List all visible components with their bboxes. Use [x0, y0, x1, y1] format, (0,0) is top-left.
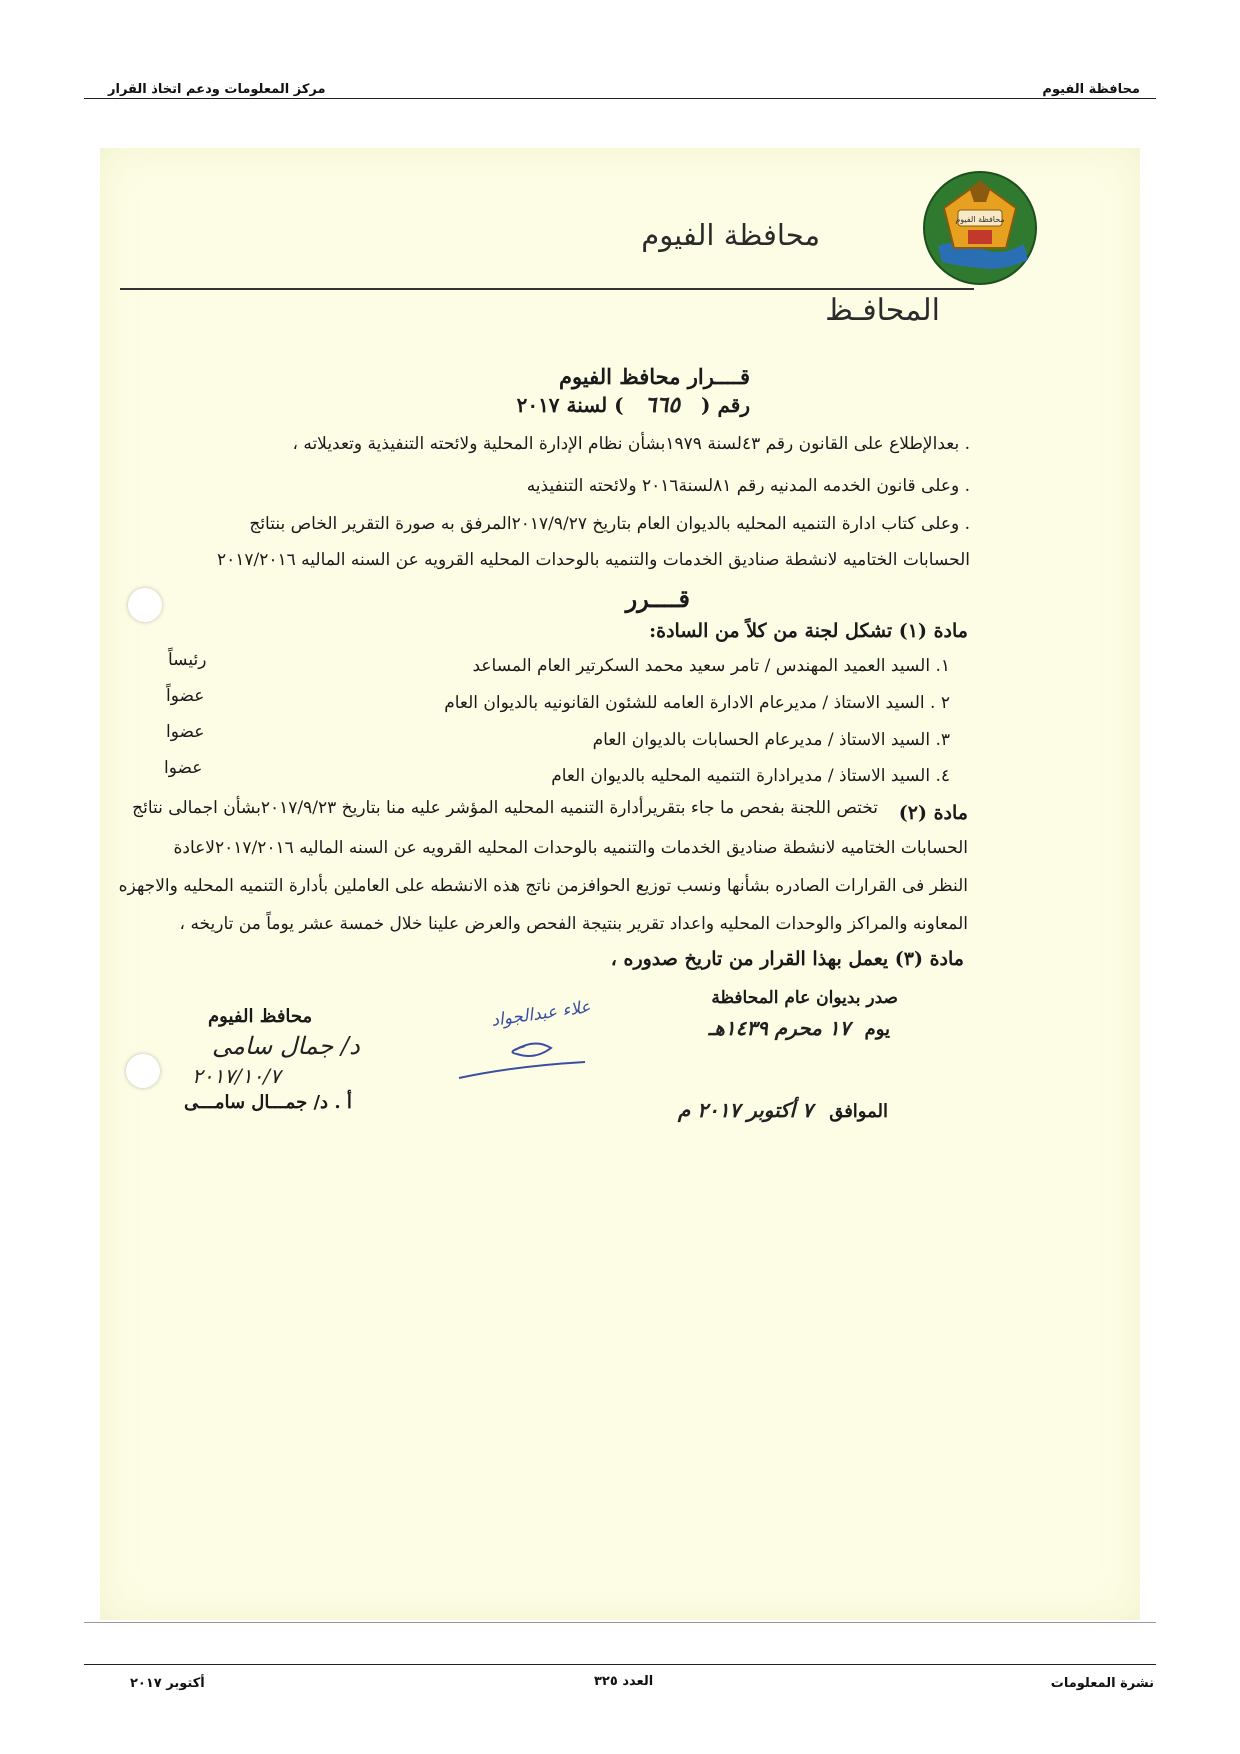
article-1-heading: مادة (١) تشكل لجنة من كلاً من السادة: [649, 620, 968, 642]
governor-title: محافظ الفيوم [208, 1006, 313, 1027]
governor-name: أ . د/ جمـــال سامـــى [184, 1092, 352, 1113]
governorate-emblem-icon [920, 168, 1040, 288]
decides-heading: قــــرر [625, 584, 690, 613]
letterhead-governorate: محافظة الفيوم [641, 218, 820, 252]
issued-at: صدر بديوان عام المحافظة [711, 988, 898, 1008]
preamble-line: . بعدالإطلاع على القانون رقم ٤٣لسنة ١٩٧٩بشأن نظام الإدارة المحلية ولائحته التنفيذية وتعديلاته ، [292, 434, 970, 454]
article-2-line: تختص اللجنة بفحص ما جاء بتقريرأدارة التنميه المحليه المؤشر عليه منا بتاريخ ٢٠١٧/٩/٢٣بشأن اجمالى نتائج [132, 798, 878, 818]
hijri-date-line [708, 1016, 890, 1040]
footer-center: العدد ٣٢٥ [594, 1674, 654, 1689]
gregorian-label: الموافق [829, 1101, 888, 1122]
gregorian-date: ٧ أكتوبر ٢٠١٧ م [677, 1098, 813, 1122]
article-2-line: الحسابات الختاميه لانشطة صناديق الخدمات والتنميه بالوحدات المحليه القرويه عن السنه الماليه ٢٠١٧/٢٠١٦لاعادة [173, 838, 968, 858]
footer-rule-top [84, 1622, 1156, 1623]
member-line: ٢ . السيد الاستاذ / مديرعام الادارة العامه للشئون القانونيه بالديوان العام [444, 693, 950, 713]
article-3: مادة (٣) يعمل بهذا القرار من تاريخ صدوره ، [610, 948, 964, 970]
punch-hole [126, 1054, 160, 1088]
governorate-logo [920, 168, 1040, 288]
governor-sign-date: ٢٠١٧/١٠/٧ [192, 1064, 281, 1088]
decree-title: قــــرار محافظ الفيوم [558, 364, 750, 389]
member-role: عضوا [164, 758, 203, 778]
footer-right: نشرة المعلومات [1050, 1676, 1154, 1691]
initials-signature [455, 997, 595, 1082]
page-header-right: محافظة الفيوم [1042, 82, 1140, 97]
gregorian-date-line [678, 1098, 888, 1122]
footer-left: أكتوبر ٢٠١٧ [130, 1676, 205, 1691]
decree-number-suffix: ) لسنة ٢٠١٧ [516, 393, 624, 417]
article-2-label: مادة (٢) [898, 802, 968, 824]
initials-signature-text: علاء عبدالجواد [490, 997, 592, 1031]
logo-text: محافظة الفيوم [955, 215, 1005, 224]
preamble-line: . وعلى كتاب ادارة التنميه المحليه بالديوان العام بتاريخ ٢٠١٧/٩/٢٧المرفق به صورة التقرير الخاص بنتائج [249, 514, 970, 534]
punch-hole [128, 588, 162, 622]
member-line: ٣. السيد الاستاذ / مديرعام الحسابات بالديوان العام [592, 730, 950, 750]
member-role: رئيساً [168, 650, 207, 670]
footer-rule [84, 1664, 1156, 1665]
member-role: عضوا [166, 722, 205, 742]
member-line: ٤. السيد الاستاذ / مديرادارة التنميه المحليه بالديوان العام [551, 766, 950, 786]
hijri-date: ١٧ محرم ١٤٣٩هـ [708, 1016, 851, 1040]
preamble-line: الحسابات الختاميه لانشطة صناديق الخدمات والتنميه بالوحدات المحليه القرويه عن السنه الماليه ٢٠١٧/٢٠١٦ [217, 550, 970, 570]
scanned-decree-page [100, 148, 1140, 1620]
letterhead-office: المحافـظ [825, 293, 940, 328]
member-line: ١. السيد العميد المهندس / تامر سعيد محمد السكرتير العام المساعد [472, 656, 950, 676]
member-role: عضواً [166, 686, 205, 706]
letterhead-rule [120, 288, 974, 290]
decree-number: ٦٦٥ [644, 392, 681, 418]
governor-signature: د/ جمال سامى [212, 1032, 360, 1060]
preamble-line: . وعلى قانون الخدمه المدنيه رقم ٨١لسنة٢٠١٦ ولائحته التنفيذيه [526, 476, 970, 496]
hijri-day-label: يوم [864, 1019, 890, 1040]
decree-number-line [517, 392, 750, 418]
header-rule [84, 98, 1156, 99]
article-2-line: النظر فى القرارات الصادره بشأنها ونسب توزيع الحوافزمن ناتج هذه الانشطه على العاملين بأدارة التنميه المحليه والاجهزه [118, 876, 968, 896]
article-2-line: المعاونه والمراكز والوحدات المحليه واعداد تقرير بنتيجة الفحص والعرض علينا خلال خمسة عشر يوماً من تاريخه ، [179, 914, 968, 934]
page-header-left: مركز المعلومات ودعم اتخاذ القرار [108, 82, 326, 97]
decree-number-prefix: رقم ( [701, 393, 750, 417]
